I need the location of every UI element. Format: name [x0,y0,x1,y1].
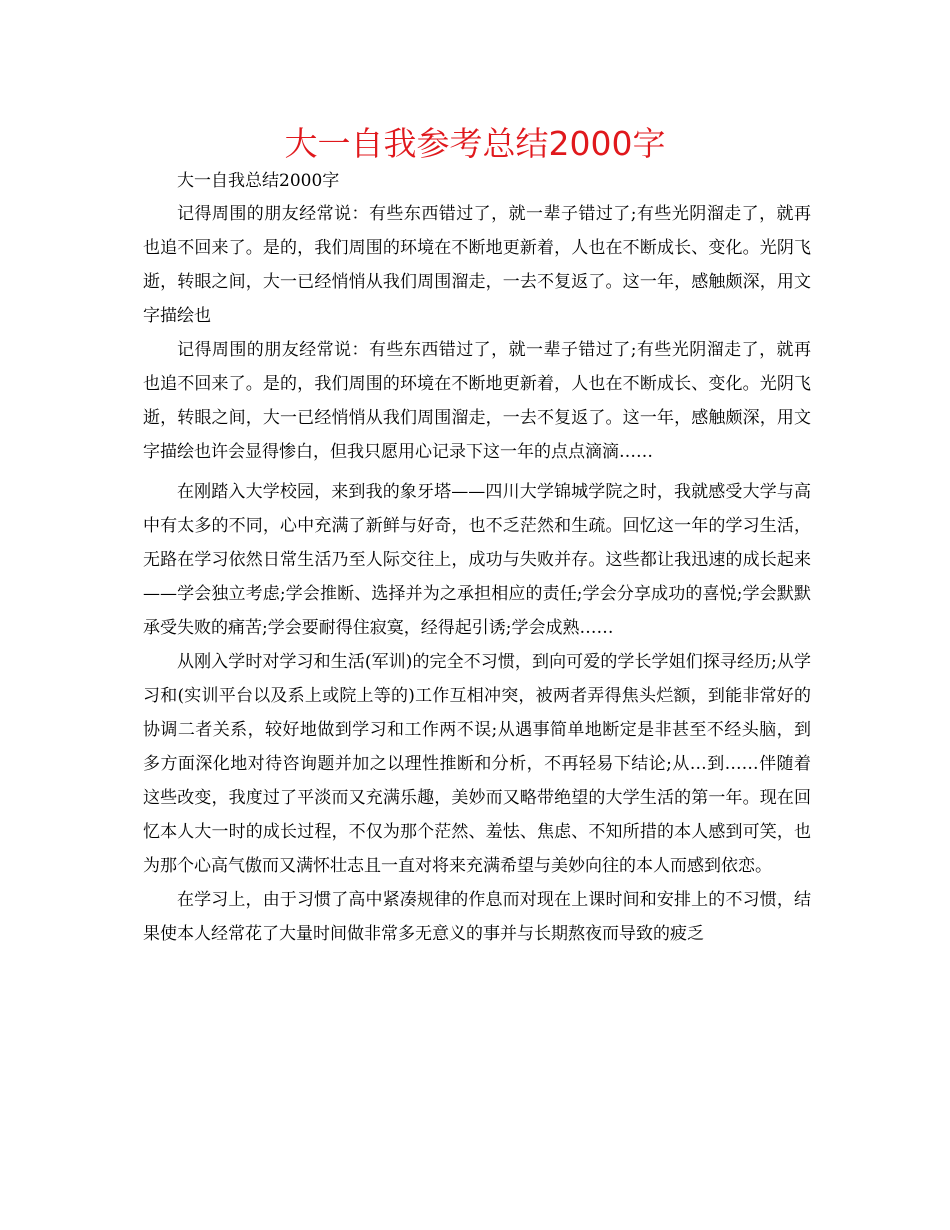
paragraph-3: 在刚踏入大学校园，来到我的象牙塔——四川大学锦城学院之时，我就感受大学与高中有太多的不同，心中充满了新鲜与好奇，也不乏茫然和生疏。回忆这一年的学习生活，无路在学习依然日常生活乃至人际交往上，成功与失败并存。这些都让我迅速的成长起来——学会独立考虑;学会推断、选择并为之承担相应的责任;学会分享成功的喜悦;学会默默承受失败的痛苦;学会要耐得住寂寞，经得起引诱;学会成熟…… [143,482,811,638]
document-title: 大一自我参考总结2000字 [284,124,666,163]
document-body [143,165,811,951]
paragraph-5: 在学习上，由于习惯了高中紧凑规律的作息而对现在上课时间和安排上的不习惯，结果使本人经常花了大量时间做非常多无意义的事并与长期熬夜而导致的疲乏 [143,890,811,944]
paragraph-4: 从刚入学时对学习和生活(军训)的完全不习惯，到向可爱的学长学姐们探寻经历;从学习和(实训平台以及系上或院上等的)工作互相冲突，被两者弄得焦头烂额，到能非常好的协调二者关系，较好地做到学习和工作两不误;从遇事简单地断定是非甚至不经头脑，到多方面深化地对待咨询题并加之以理性推断和分析，不再轻易下结论;从…到……伴随着这些改变，我度过了平淡而又充满乐趣，美妙而又略带绝望的大学生活的第一年。现在回忆本人大一时的成长过程，不仅为那个茫然、羞怯、焦虑、不知所措的本人感到可笑，也为那个心高气傲而又满怀壮志且一直对将来充满希望与美妙向往的本人而感到依恋。 [143,652,811,876]
document-subtitle: 大一自我总结2000字 [177,171,340,191]
paragraph-2: 记得周围的朋友经常说：有些东西错过了，就一辈子错过了;有些光阴溜走了，就再也追不回来了。是的，我们周围的环境在不断地更新着，人也在不断成长、变化。光阴飞逝，转眼之间，大一已经悄悄从我们周围溜走，一去不复返了。这一年，感触颇深，用文字描绘也许会显得惨白，但我只愿用心记录下这一年的点点滴滴…… [143,340,811,462]
paragraph-1: 记得周围的朋友经常说：有些东西错过了，就一辈子错过了;有些光阴溜走了，就再也追不回来了。是的，我们周围的环境在不断地更新着，人也在不断成长、变化。光阴飞逝，转眼之间，大一已经悄悄从我们周围溜走，一去不复返了。这一年，感触颇深，用文字描绘也 [143,204,811,326]
